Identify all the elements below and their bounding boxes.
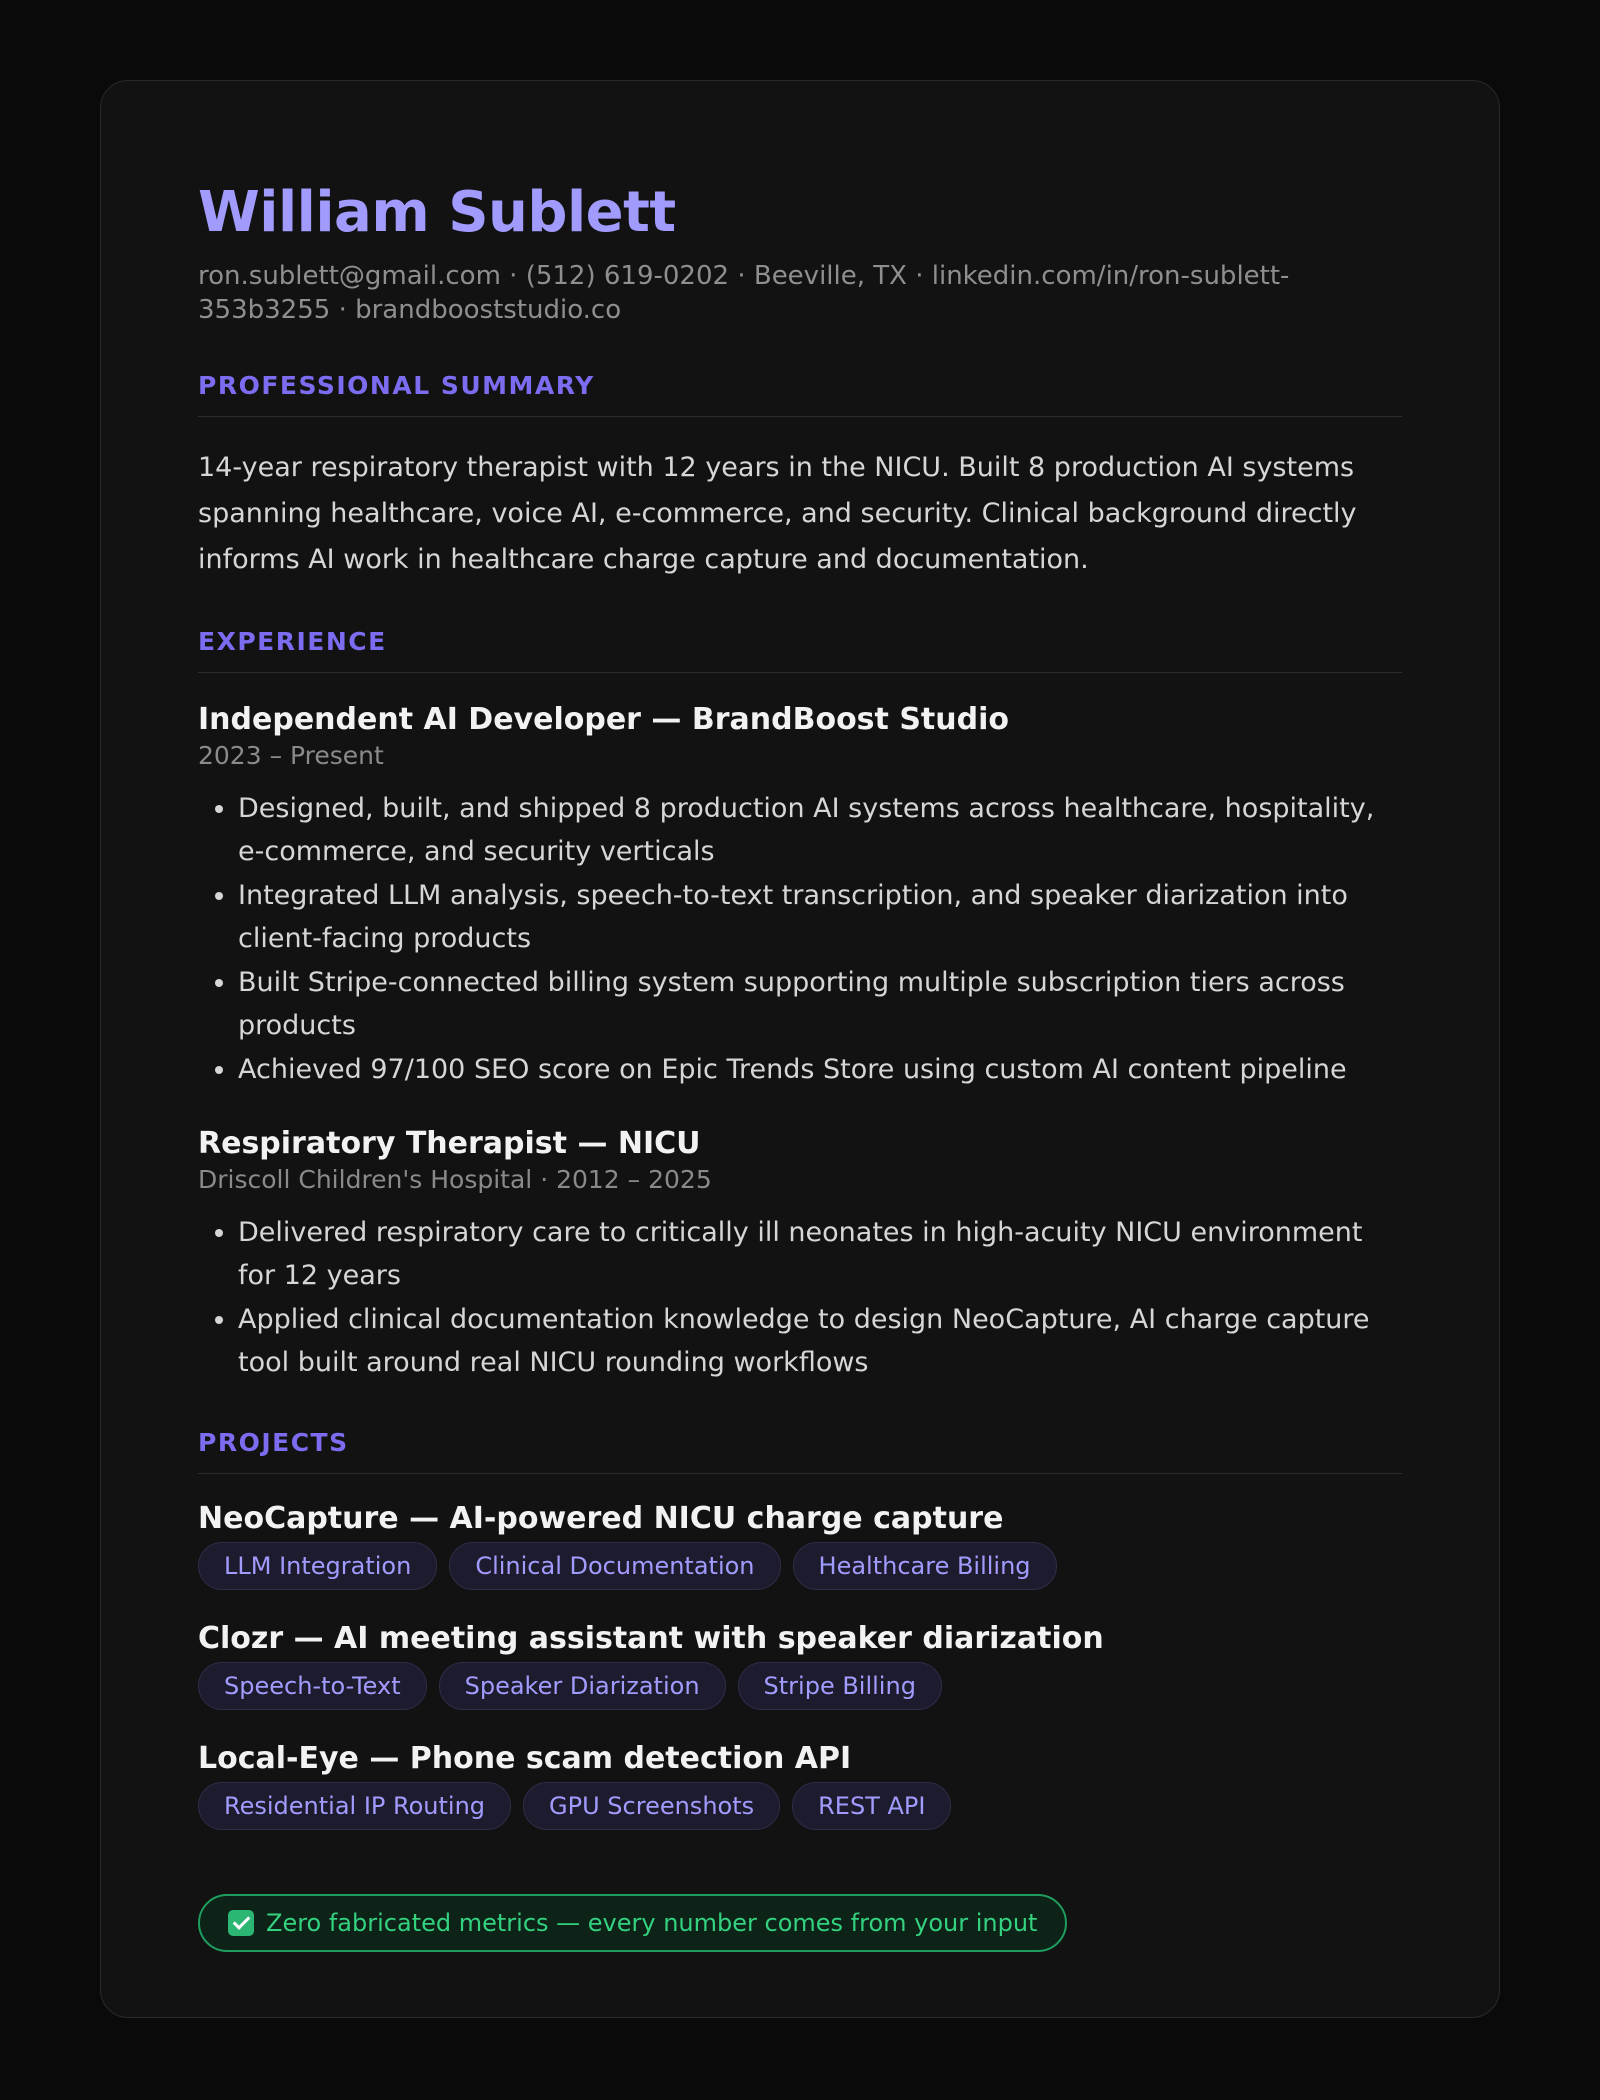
skill-tag: Speaker Diarization xyxy=(439,1662,726,1710)
project-title: NeoCapture — AI-powered NICU charge capture xyxy=(198,1501,1004,1537)
job-bullet: • Integrated LLM analysis, speech-to-text transcription, and speaker diarization into client-facing products xyxy=(238,874,1402,960)
projects-section-title: PROJECTS xyxy=(198,1428,1402,1474)
job-dates: 2023 – Present xyxy=(198,741,384,771)
skill-tag: Stripe Billing xyxy=(738,1662,942,1710)
job-title: Independent AI Developer — BrandBoost Studio xyxy=(198,702,1009,738)
skill-tag: Residential IP Routing xyxy=(198,1782,511,1830)
project-tags xyxy=(198,1662,1402,1710)
project-tags xyxy=(198,1782,1402,1830)
job-title: Respiratory Therapist — NICU xyxy=(198,1126,701,1162)
contact-line-1: ron.sublett@gmail.com · (512) 619-0202 · Beeville, TX · linkedin.com/in/ron-sublett- xyxy=(198,261,1290,292)
project-title: Clozr — AI meeting assistant with speaker diarization xyxy=(198,1621,1104,1657)
project-entry xyxy=(198,1500,1402,1590)
resume-card xyxy=(100,80,1500,2018)
job-bullet: • Designed, built, and shipped 8 production AI systems across healthcare, hospitality, e-commerce, and security verticals xyxy=(238,787,1402,873)
skill-tag: Speech-to-Text xyxy=(198,1662,427,1710)
badge-text: Zero fabricated metrics — every number comes from your input xyxy=(266,1909,1038,1938)
job-entry xyxy=(198,1125,1402,1384)
project-tags xyxy=(198,1542,1402,1590)
skill-tag: REST API xyxy=(792,1782,951,1830)
project-entry xyxy=(198,1740,1402,1830)
no-fabrication-badge xyxy=(198,1894,1067,1952)
job-bullets xyxy=(198,1211,1402,1384)
job-bullet: • Delivered respiratory care to critically ill neonates in high-acuity NICU environment for 12 years xyxy=(238,1211,1402,1297)
job-bullet: • Applied clinical documentation knowledge to design NeoCapture, AI charge capture tool built around real NICU rounding workflows xyxy=(238,1298,1402,1384)
skill-tag: Clinical Documentation xyxy=(449,1542,780,1590)
skill-tag: Healthcare Billing xyxy=(793,1542,1057,1590)
contact-line-2: 353b3255 · brandbooststudio.co xyxy=(198,295,622,326)
check-mark-icon xyxy=(228,1910,254,1936)
skill-tag: GPU Screenshots xyxy=(523,1782,780,1830)
project-entry xyxy=(198,1620,1402,1710)
summary-section-title: PROFESSIONAL SUMMARY xyxy=(198,371,1402,417)
job-bullet: • Achieved 97/100 SEO score on Epic Trends Store using custom AI content pipeline xyxy=(238,1048,1402,1091)
summary-text: 14-year respiratory therapist with 12 years in the NICU. Built 8 production AI systems spanning healthcare, voice AI, e-commerce, and security. Clinical background directly informs AI work in healthcare charge capture and documentation. xyxy=(198,452,1357,576)
experience-section-title: EXPERIENCE xyxy=(198,627,1402,673)
project-title: Local-Eye — Phone scam detection API xyxy=(198,1741,852,1777)
contact-info xyxy=(198,259,1402,327)
skill-tag: LLM Integration xyxy=(198,1542,437,1590)
candidate-name: William Sublett xyxy=(198,180,676,245)
job-entry xyxy=(198,701,1402,1091)
job-employer-dates: Driscoll Children's Hospital · 2012 – 2025 xyxy=(198,1165,712,1195)
job-bullets xyxy=(198,787,1402,1091)
job-bullet: • Built Stripe-connected billing system supporting multiple subscription tiers across products xyxy=(238,961,1402,1047)
